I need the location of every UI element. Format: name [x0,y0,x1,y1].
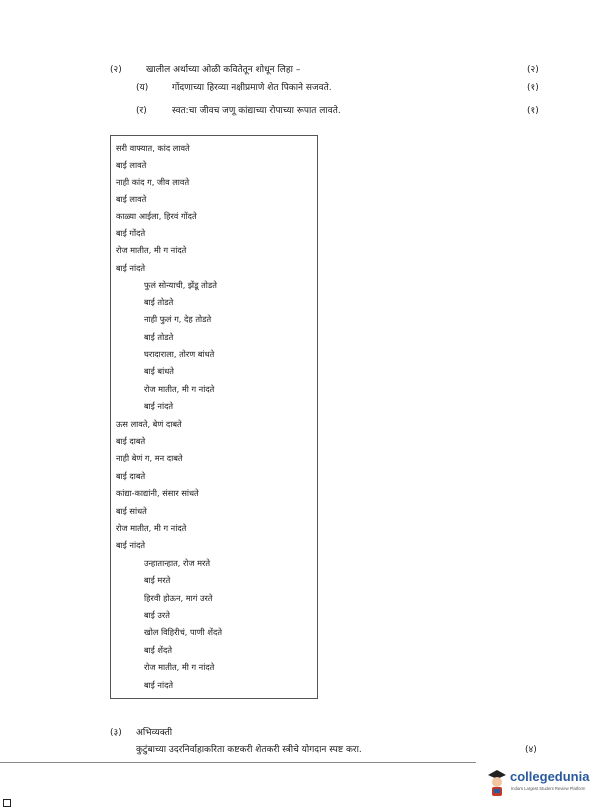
question-2b-marks: (१) [527,106,539,116]
poem-line: बाई नांदते [116,540,146,550]
poem-line: खोल विहिरीचं, पाणी शेंदते [144,627,222,637]
poem-line: उन्हातान्हात, रोज मरते [144,558,211,568]
poem-line: बाई बांधते [144,366,174,376]
poem-line: नाही कांद ग, जीव लावते [116,177,190,187]
poem-line: बाई नांदते [144,680,174,690]
poem-line: रोज मातीत, मी ग नांदते [116,523,187,533]
question-2b-label: (र) [136,106,147,116]
poem-line: बाई लावते [116,160,147,170]
poem-line: हिरवी होऊन, मागं उरते [144,593,213,603]
poem-line: नाही फुलं ग, देह तोडते [144,314,212,324]
poem-line: सरी वाफ्यात, कांद लावते [116,143,190,153]
poem-line: बाई गोंदते [116,228,146,238]
poem-line: नाही बेणं ग, मन दाबते [116,453,183,463]
question-2-marks: (२) [527,65,539,75]
logo-tagline: India's Largest Student Review Platform [511,786,586,791]
poem-line: बाई शेंदते [144,645,173,655]
poem-line: बाई लावते [116,194,147,204]
collegedunia-logo [486,766,590,802]
poem-line: बाई उरते [144,610,170,620]
question-2a-marks: (१) [527,83,539,93]
logo-name: collegedunia [510,769,590,784]
poem-line: रोज मातीत, मी ग नांदते [116,245,187,255]
poem-line: बाई नांदते [116,263,146,273]
question-2-number: (२) [110,65,122,75]
student-mascot-icon [486,768,508,798]
poem-line: फुलं सोन्याची, झेंडू तोडते [144,280,217,290]
footer-divider [0,762,476,763]
poem-line: काळ्या आईला, हिरवं गोंदते [116,211,197,221]
poem-line: बाई दाबते [116,471,146,481]
poem-line: बाई नांदते [144,401,174,411]
question-3-text: कुटुंबाच्या उदरनिर्वाहाकरिता कष्टकरी शेतकरी स्त्रीचे योगदान स्पष्ट करा. [136,745,362,755]
question-2b-text: स्वत:चा जीवच जणू कांद्याच्या रोपाच्या रूपात लावते. [172,106,341,116]
question-2a-text: गोंदणाच्या हिरव्या नक्षीप्रमाणे शेत पिकाने सजवते. [172,83,332,93]
question-2a-label: (य) [136,83,149,93]
poem-line: घरादाराला, तोरण बांधते [144,349,215,359]
question-3-title: अभिव्यक्ती [136,728,173,738]
poem-line: बाई मरते [144,575,171,585]
poem-line: ऊस लावते, बेणं दाबते [116,419,182,429]
poem-line: बाई तोडते [144,297,174,307]
poem-line: कांद्या-काद्यांनी, संसार सांधते [116,488,199,498]
question-3-number: (३) [110,728,122,738]
poem-line: बाई सांधते [116,506,147,516]
poem-line: रोज मातीत, मी ग नांदते [144,384,215,394]
poem-line: रोज मातीत, मी ग नांदते [144,662,215,672]
poem-line: बाई तोडते [144,332,174,342]
checkbox[interactable] [3,799,11,807]
question-3-marks: (४) [525,745,537,755]
poem-line: बाई दाबते [116,436,146,446]
question-2-text: खालील अर्थाच्या ओळी कवितेतून शोधून लिहा – [146,65,301,75]
poem-box [110,135,318,699]
